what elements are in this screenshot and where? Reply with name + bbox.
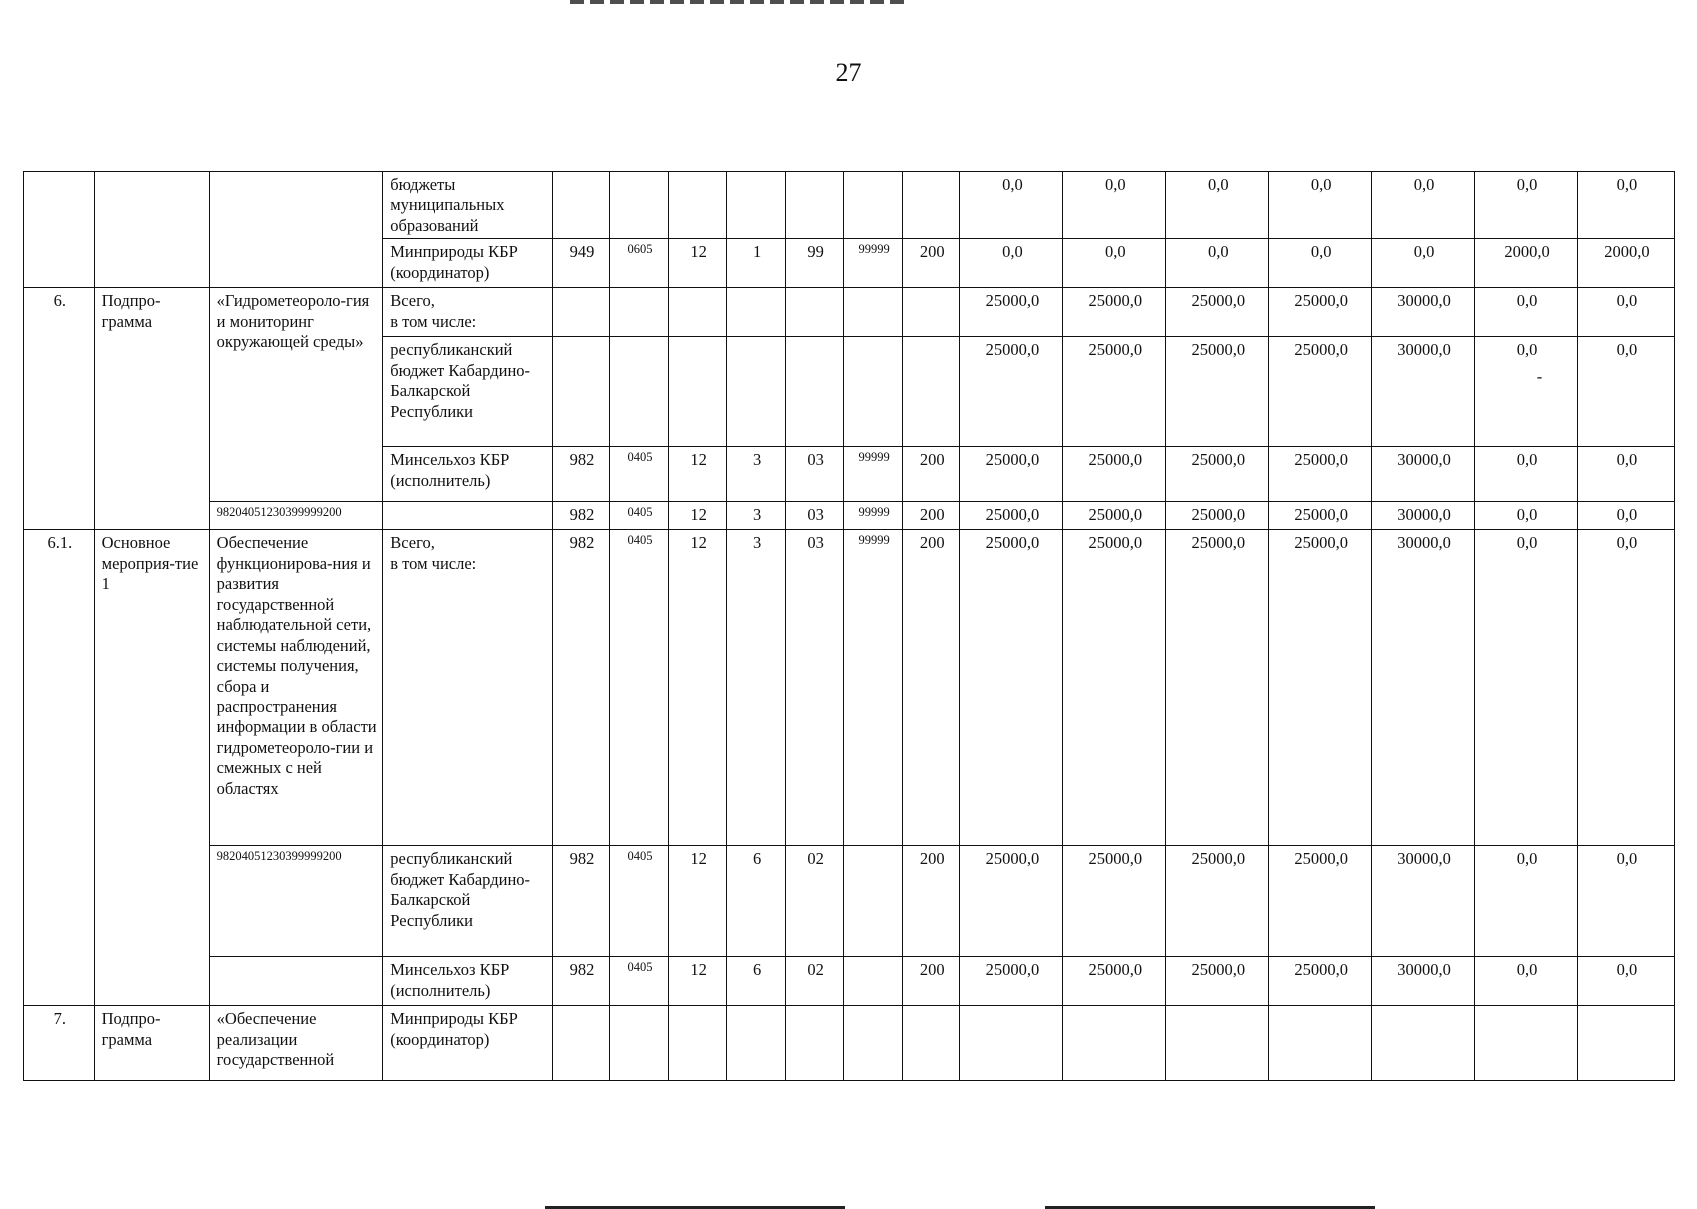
code-event: 99 bbox=[785, 239, 844, 288]
amount-cell: 0,0 bbox=[1166, 239, 1269, 288]
amount-cell: 0,0 bbox=[1577, 846, 1674, 957]
amount-cell: 25000,0 bbox=[1269, 957, 1372, 1006]
code-rz: 0405 bbox=[610, 846, 669, 957]
table-row bbox=[24, 530, 1675, 846]
amount-cell: 25000,0 bbox=[1063, 846, 1166, 957]
amount-cell: 25000,0 bbox=[960, 447, 1063, 502]
code-rz: 0405 bbox=[610, 502, 669, 530]
amount-cell: 0,0 bbox=[1475, 530, 1578, 846]
amount-cell: 0,0 bbox=[1166, 172, 1269, 239]
amount-cell: 25000,0 bbox=[1269, 337, 1372, 447]
code-event: 03 bbox=[785, 502, 844, 530]
num-cell: 7. bbox=[24, 1006, 95, 1081]
amount-cell: 0,0 bbox=[1063, 172, 1166, 239]
name-cell bbox=[209, 957, 383, 1006]
amount-cell: 0,0 bbox=[1577, 502, 1674, 530]
amount-cell: 25000,0 bbox=[1166, 337, 1269, 447]
source-cell: Всего, в том числе: bbox=[383, 288, 553, 337]
code-gr: 949 bbox=[552, 239, 610, 288]
source-cell bbox=[383, 502, 553, 530]
amount-cell: 25000,0 bbox=[960, 846, 1063, 957]
amount-cell: 0,0 bbox=[1475, 502, 1578, 530]
amount-cell: 0,0 bbox=[1372, 239, 1475, 288]
amount-cell: 25000,0 bbox=[1269, 502, 1372, 530]
code-rz: 0405 bbox=[610, 447, 669, 502]
amount-cell: 2000,0 bbox=[1475, 239, 1578, 288]
code-gr: 982 bbox=[552, 957, 610, 1006]
amount-cell: 2000,0 bbox=[1577, 239, 1674, 288]
scan-artifact-top bbox=[570, 0, 910, 4]
amount-cell: 0,0 bbox=[1269, 172, 1372, 239]
source-cell: Минсельхоз КБР (исполнитель) bbox=[383, 447, 553, 502]
table-row bbox=[24, 957, 1675, 1006]
amount-cell: 25000,0 bbox=[1269, 846, 1372, 957]
budget-table bbox=[23, 171, 1675, 1081]
amount-cell: 25000,0 bbox=[1166, 957, 1269, 1006]
num-cell: 6. bbox=[24, 288, 95, 530]
amount-cell: 25000,0 bbox=[960, 530, 1063, 846]
code-dir: 99999 bbox=[844, 447, 903, 502]
amount-cell: 0,0 bbox=[960, 172, 1063, 239]
code-event: 03 bbox=[785, 447, 844, 502]
amount-cell: 30000,0 bbox=[1372, 337, 1475, 447]
amount-cell: 25000,0 bbox=[1166, 288, 1269, 337]
code-dir: 99999 bbox=[844, 502, 903, 530]
amount-cell: 0,0 bbox=[1475, 846, 1578, 957]
table-row bbox=[24, 172, 1675, 239]
amount-cell: 0,0 bbox=[1475, 288, 1578, 337]
code-gr: 982 bbox=[552, 530, 610, 846]
code-gr: 982 bbox=[552, 447, 610, 502]
page-number: 27 bbox=[835, 58, 862, 87]
code-event: 02 bbox=[785, 846, 844, 957]
source-cell: Всего, в том числе: bbox=[383, 530, 553, 846]
amount-cell: 30000,0 bbox=[1372, 957, 1475, 1006]
amount-cell: 25000,0 bbox=[1063, 957, 1166, 1006]
code-gr: 982 bbox=[552, 846, 610, 957]
code-event: 03 bbox=[785, 530, 844, 846]
table-row bbox=[24, 846, 1675, 957]
code-sub: 3 bbox=[727, 530, 786, 846]
source-cell: республиканский бюджет Кабардино-Балкарской Республики bbox=[383, 337, 553, 447]
amount-cell: 30000,0 bbox=[1372, 288, 1475, 337]
amount-cell: 0,0 bbox=[1577, 957, 1674, 1006]
source-cell: Минсельхоз КБР (исполнитель) bbox=[383, 957, 553, 1006]
amount-cell: 30000,0 bbox=[1372, 846, 1475, 957]
amount-cell: 25000,0 bbox=[1063, 288, 1166, 337]
name-cell: «Обеспечение реализации государственной bbox=[209, 1006, 383, 1081]
amount-cell: 25000,0 bbox=[1063, 337, 1166, 447]
amount-cell: 0,0 bbox=[1577, 530, 1674, 846]
amount-cell: 25000,0 bbox=[960, 288, 1063, 337]
code-vr: 200 bbox=[902, 530, 960, 846]
code-gr: 982 bbox=[552, 502, 610, 530]
amount-cell: 0,0 bbox=[1475, 172, 1578, 239]
amount-cell: 25000,0 bbox=[1063, 530, 1166, 846]
amount-cell: 25000,0 bbox=[1166, 846, 1269, 957]
amount-cell: 0,0 bbox=[1577, 447, 1674, 502]
kbk-code: 98204051230399999200 bbox=[209, 846, 383, 957]
source-cell: республиканский бюджет Кабардино-Балкарской Республики bbox=[383, 846, 553, 957]
amount-cell: 25000,0 bbox=[960, 337, 1063, 447]
amount-cell: 0,0 bbox=[1475, 447, 1578, 502]
amount-cell: 0,0 bbox=[1577, 172, 1674, 239]
name-cell bbox=[209, 172, 383, 288]
amount-cell: 25000,0 bbox=[1269, 530, 1372, 846]
amount-cell: 0,0 bbox=[1372, 172, 1475, 239]
code-sub: 6 bbox=[727, 957, 786, 1006]
num-cell bbox=[24, 172, 95, 288]
code-prog: 12 bbox=[668, 447, 727, 502]
amount-cell: 30000,0 bbox=[1372, 502, 1475, 530]
status-cell: Подпро-грамма bbox=[94, 288, 209, 530]
name-cell: «Гидрометеороло-гия и мониторинг окружающей среды» bbox=[209, 288, 383, 502]
amount-cell: 0,0 bbox=[960, 239, 1063, 288]
code-sub: 1 bbox=[727, 239, 786, 288]
code-vr: 200 bbox=[902, 239, 960, 288]
status-cell bbox=[94, 172, 209, 288]
amount-cell: 25000,0 bbox=[1063, 447, 1166, 502]
amount-cell: 0,0 bbox=[1577, 288, 1674, 337]
code-sub: 6 bbox=[727, 846, 786, 957]
table-row bbox=[24, 502, 1675, 530]
code-rz: 0405 bbox=[610, 957, 669, 1006]
code-dir: 99999 bbox=[844, 239, 903, 288]
code-prog: 12 bbox=[668, 846, 727, 957]
code-rz: 0405 bbox=[610, 530, 669, 846]
status-cell: Основное мероприя-тие 1 bbox=[94, 530, 209, 1006]
code-sub: 3 bbox=[727, 447, 786, 502]
code-dir: 99999 bbox=[844, 530, 903, 846]
code-dir bbox=[844, 957, 903, 1006]
code-vr: 200 bbox=[902, 957, 960, 1006]
amount-cell: 25000,0 bbox=[1166, 530, 1269, 846]
dash-mark: - bbox=[1536, 366, 1543, 386]
code-prog: 12 bbox=[668, 502, 727, 530]
amount-cell: 30000,0 bbox=[1372, 530, 1475, 846]
amount-cell: 25000,0 bbox=[1166, 502, 1269, 530]
amount-cell: 0,0 bbox=[1475, 957, 1578, 1006]
amount-cell: 0,0 bbox=[1063, 239, 1166, 288]
code-vr: 200 bbox=[902, 846, 960, 957]
source-cell: бюджеты муниципальных образований bbox=[383, 172, 553, 239]
amount-cell bbox=[1475, 337, 1578, 447]
source-cell: Минприроды КБР (координатор) bbox=[383, 239, 553, 288]
status-cell: Подпро-грамма bbox=[94, 1006, 209, 1081]
code-vr: 200 bbox=[902, 447, 960, 502]
amount-cell: 25000,0 bbox=[1269, 288, 1372, 337]
source-cell: Минприроды КБР (координатор) bbox=[383, 1006, 553, 1081]
kbk-code: 98204051230399999200 bbox=[209, 502, 383, 530]
code-prog: 12 bbox=[668, 530, 727, 846]
code-prog: 12 bbox=[668, 239, 727, 288]
amount-cell: 25000,0 bbox=[1269, 447, 1372, 502]
amount-cell: 25000,0 bbox=[960, 502, 1063, 530]
code-prog: 12 bbox=[668, 957, 727, 1006]
table-row bbox=[24, 288, 1675, 337]
amount-cell: 25000,0 bbox=[1063, 502, 1166, 530]
table-row bbox=[24, 1006, 1675, 1081]
code-sub: 3 bbox=[727, 502, 786, 530]
num-cell: 6.1. bbox=[24, 530, 95, 1006]
name-cell: Обеспечение функционирова-ния и развития государственной наблюдательной сети, системы наблюдений, системы получения, сбора и распространения информации в области гидрометеороло-гии и смежных с ней областях bbox=[209, 530, 383, 846]
code-vr: 200 bbox=[902, 502, 960, 530]
code-rz: 0605 bbox=[610, 239, 669, 288]
amount-cell: 25000,0 bbox=[960, 957, 1063, 1006]
amount-cell: 0,0 bbox=[1577, 337, 1674, 447]
amount-value: 0,0 bbox=[1516, 340, 1538, 360]
amount-cell: 0,0 bbox=[1269, 239, 1372, 288]
code-event: 02 bbox=[785, 957, 844, 1006]
amount-cell: 25000,0 bbox=[1166, 447, 1269, 502]
code-dir bbox=[844, 846, 903, 957]
amount-cell: 30000,0 bbox=[1372, 447, 1475, 502]
